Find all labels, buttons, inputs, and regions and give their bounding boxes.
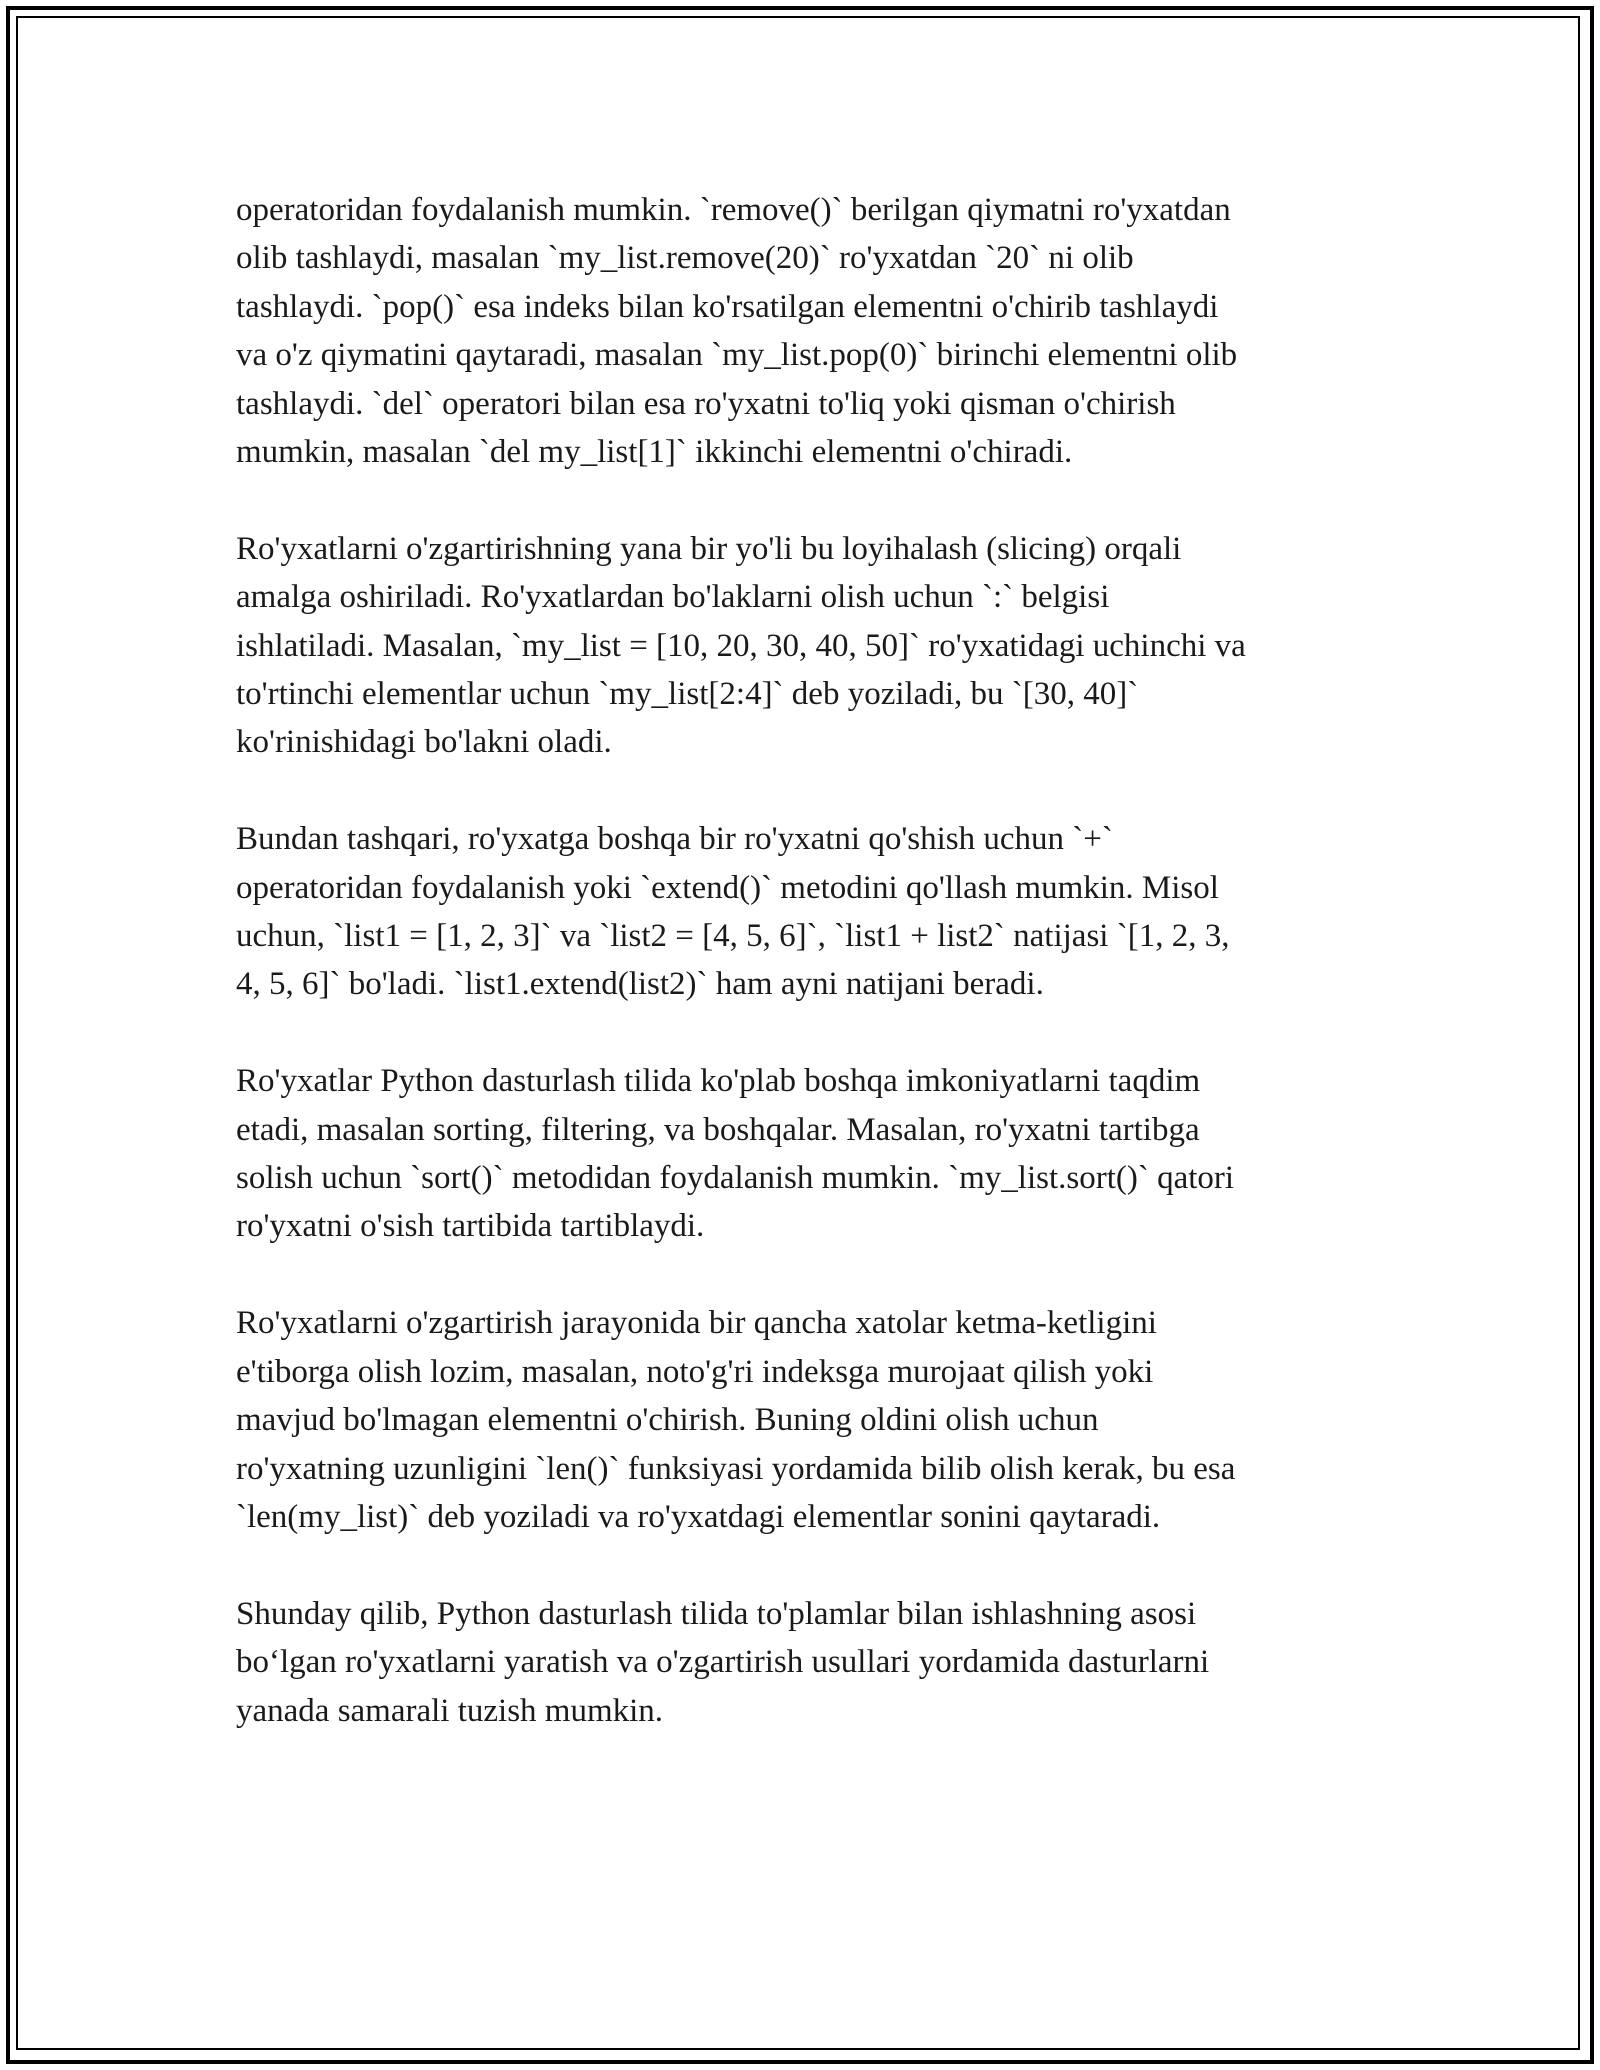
- text-line: ro'yxatni o'sish tartibida tartiblaydi.: [236, 1208, 705, 1245]
- text-line: va o'z qiymatini qaytaradi, masalan `my_list.pop(0)` birinchi elementni olib: [236, 337, 1238, 374]
- paragraph-concatenation: [236, 815, 1366, 1009]
- text-line: `len(my_list)` deb yoziladi va ro'yxatdagi elementlar sonini qaytaradi.: [236, 1498, 1161, 1535]
- text-line: uchun, `list1 = [1, 2, 3]` va `list2 = [4, 5, 6]`, `list1 + list2` natijasi `[1, 2, 3,: [236, 918, 1230, 955]
- text-line: Ro'yxatlar Python dasturlash tilida ko'plab boshqa imkoniyatlarni taqdim: [236, 1063, 1201, 1100]
- paragraph-slicing: [236, 525, 1366, 767]
- text-line: ishlatiladi. Masalan, `my_list = [10, 20, 30, 40, 50]` ro'yxatidagi uchinchi va: [236, 627, 1246, 664]
- text-line: ro'yxatning uzunligini `len()` funksiyasi yordamida bilib olish kerak, bu esa: [236, 1450, 1236, 1487]
- text-line: tashlaydi. `del` operatori bilan esa ro'yxatni to'liq yoki qisman o'chirish: [236, 385, 1176, 422]
- text-line: e'tiborga olish lozim, masalan, noto'g'ri indeksga murojaat qilish yoki: [236, 1353, 1154, 1390]
- text-line: Ro'yxatlarni o'zgartirish jarayonida bir qancha xatolar ketma-ketligini: [236, 1305, 1157, 1342]
- paragraph-conclusion: [236, 1590, 1366, 1735]
- text-line: solish uchun `sort()` metodidan foydalanish mumkin. `my_list.sort()` qatori: [236, 1160, 1235, 1197]
- text-line: Ro'yxatlarni o'zgartirishning yana bir yo'li bu loyihalash (slicing) orqali: [236, 530, 1182, 567]
- text-line: mavjud bo'lmagan elementni o'chirish. Buning oldini olish uchun: [236, 1402, 1099, 1439]
- text-line: tashlaydi. `pop()` esa indeks bilan ko'rsatilgan elementni o'chirib tashlaydi: [236, 288, 1219, 325]
- text-line: to'rtinchi elementlar uchun `my_list[2:4]` deb yoziladi, bu `[30, 40]`: [236, 676, 1139, 713]
- text-line: Bundan tashqari, ro'yxatga boshqa bir ro'yxatni qo'shish uchun `+`: [236, 821, 1113, 858]
- text-line: mumkin, masalan `del my_list[1]` ikkinchi elementni o'chiradi.: [236, 434, 1073, 471]
- text-line: operatoridan foydalanish mumkin. `remove()` berilgan qiymatni ro'yxatdan: [236, 192, 1231, 228]
- paragraph-errors: [236, 1299, 1366, 1541]
- text-line: Shunday qilib, Python dasturlash tilida to'plamlar bilan ishlashning asosi: [236, 1595, 1197, 1632]
- text-line: yanada samarali tuzish mumkin.: [236, 1692, 664, 1729]
- text-line: etadi, masalan sorting, filtering, va boshqalar. Masalan, ro'yxatni tartibga: [236, 1111, 1200, 1148]
- text-line: amalga oshiriladi. Ro'yxatlardan bo'laklarni olish uchun `:` belgisi: [236, 579, 1110, 616]
- paragraph-remove-pop-del: [236, 186, 1366, 476]
- text-line: olib tashlaydi, masalan `my_list.remove(20)` ro'yxatdan `20` ni olib: [236, 240, 1134, 277]
- text-line: 4, 5, 6]` bo'ladi. `list1.extend(list2)` ham ayni natijani beradi.: [236, 966, 1044, 1003]
- document-body: [236, 186, 1366, 1735]
- text-line: boʻlgan ro'yxatlarni yaratish va o'zgartirish usullari yordamida dasturlarni: [236, 1644, 1210, 1681]
- text-line: ko'rinishidagi bo'lakni oladi.: [236, 724, 612, 761]
- paragraph-sorting: [236, 1057, 1366, 1251]
- text-line: operatoridan foydalanish yoki `extend()` metodini qo'llash mumkin. Misol: [236, 869, 1219, 906]
